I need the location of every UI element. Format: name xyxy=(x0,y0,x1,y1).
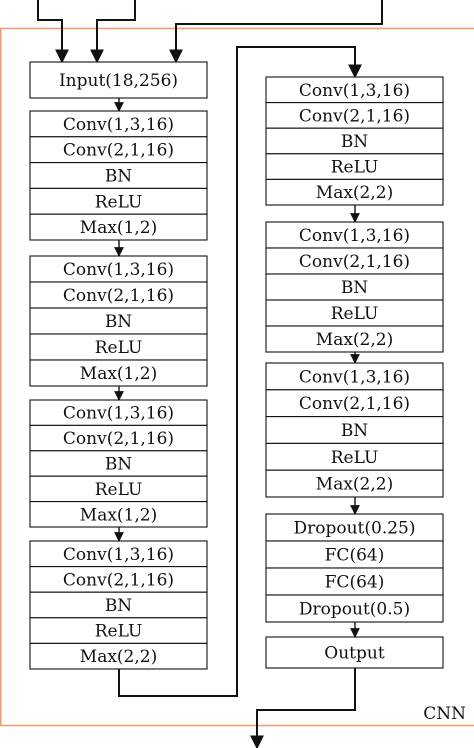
layer-cell-label: Conv(2,1,16) xyxy=(62,570,175,591)
layer-cell-label: BN xyxy=(104,454,133,475)
layer-cell-label: Dropout(0.5) xyxy=(298,599,411,620)
layer-cell-label: ReLU xyxy=(330,304,379,324)
layer-cell-label: Max(1,2) xyxy=(79,218,158,239)
layer-cell-label: ReLU xyxy=(330,447,379,468)
layer-cell-label: Max(2,2) xyxy=(315,474,394,495)
layer-block-output xyxy=(266,637,443,668)
layer-cell-label: Conv(1,3,16) xyxy=(298,367,411,388)
layer-cell-label: Conv(1,3,16) xyxy=(62,260,175,280)
layer-cell-label: Conv(1,3,16) xyxy=(298,226,411,246)
layer-cell-label: Max(1,2) xyxy=(79,505,158,526)
layer-cell-label: ReLU xyxy=(94,621,143,642)
layer-cell-label: Conv(2,1,16) xyxy=(62,429,175,450)
layer-cell-label: Dropout(0.25) xyxy=(293,518,416,539)
layer-block-block-7 xyxy=(266,363,443,497)
layer-cell-label: ReLU xyxy=(94,479,143,500)
layer-cell-label: ReLU xyxy=(94,338,143,358)
layer-block-block-2 xyxy=(30,256,207,386)
layer-cell-label: ReLU xyxy=(330,157,379,178)
input-connector-b xyxy=(97,0,135,62)
layer-cell-label: BN xyxy=(340,421,369,441)
layer-cell-label: FC(64) xyxy=(324,572,385,593)
layer-block-block-4 xyxy=(30,541,207,669)
layer-cell-label: Max(2,2) xyxy=(79,647,158,668)
layer-block-block-6 xyxy=(266,222,443,352)
input-connector-c xyxy=(176,0,382,62)
layer-cell-label: Conv(2,1,16) xyxy=(62,286,175,306)
layer-block-classifier xyxy=(266,514,443,622)
layer-cell-label: Conv(1,3,16) xyxy=(62,114,175,135)
layer-cell-label: Conv(2,1,16) xyxy=(298,252,411,272)
layer-cell-label: Conv(1,3,16) xyxy=(298,80,411,101)
layer-cell-label: FC(64) xyxy=(324,545,385,566)
layer-cell-label: Max(2,2) xyxy=(315,183,394,204)
layer-cell-label: Conv(2,1,16) xyxy=(62,140,175,161)
cnn-frame-label: CNN xyxy=(423,704,466,724)
layer-cell-label: BN xyxy=(104,166,133,187)
layer-block-input xyxy=(30,62,207,98)
output-connector xyxy=(257,668,355,748)
layer-cell-label: Max(2,2) xyxy=(315,330,394,350)
layer-cell-label: BN xyxy=(104,596,133,616)
layer-block-block-5 xyxy=(266,77,443,205)
layer-cell-label: Conv(1,3,16) xyxy=(62,403,175,424)
input-connectors xyxy=(38,0,382,62)
layer-block-block-1 xyxy=(30,111,207,240)
layer-cell-label: BN xyxy=(340,278,369,298)
layer-cell-label: ReLU xyxy=(94,192,143,213)
layer-block-block-3 xyxy=(30,400,207,527)
layer-cell-label: Conv(2,1,16) xyxy=(298,106,411,127)
layer-cell-label: Max(1,2) xyxy=(79,364,158,384)
input-connector-a xyxy=(38,0,62,62)
layer-cell-label: Conv(2,1,16) xyxy=(298,394,411,415)
layer-cell-label: Input(18,256) xyxy=(58,71,179,91)
layer-cell-label: BN xyxy=(340,132,369,152)
layer-cell-label: BN xyxy=(104,312,133,332)
layer-cell-label: Output xyxy=(324,643,385,664)
layer-cell-label: Conv(1,3,16) xyxy=(62,544,175,565)
